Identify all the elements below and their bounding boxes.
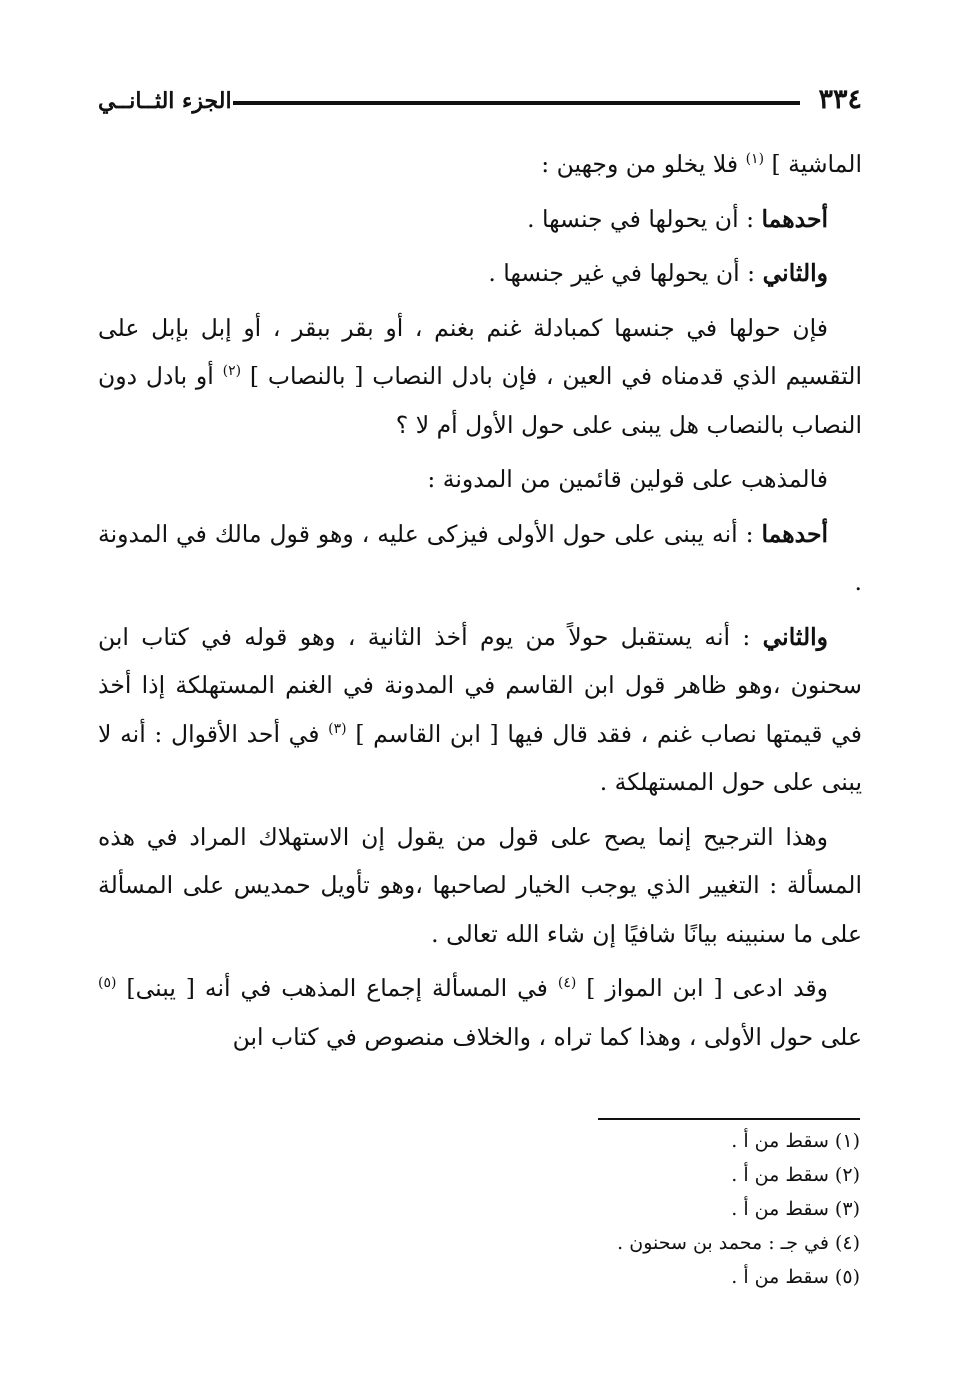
p9-text-end: على حول الأولى ، وهذا كما تراه ، والخلاف منصوص في كتاب ابن <box>232 1022 862 1051</box>
p2-lead: أحدهما <box>761 204 828 233</box>
p1-text-end: فلا يخلو من وجهين : <box>541 150 739 178</box>
paragraph-8: وهذا الترجيح إنما يصح على قول من يقول إن الاستهلاك المراد في هذه المسألة : التغيير الذي يوجب الخيار لصاحبها ،وهو تأويل حمديس على المسألة على ما سنبينه بيانًا شافيًا إن شاء الله تعالى . <box>98 822 862 948</box>
page-number: ٣٣٤ <box>818 84 862 115</box>
p6-lead: أحدهما <box>761 519 828 548</box>
paragraph-6 <box>98 510 862 607</box>
footnote-ref-3: (٣) <box>328 720 347 737</box>
footnote-2: (٢) سقط من أ . <box>731 1164 860 1186</box>
paragraph-1 <box>98 140 862 189</box>
footnote-ref-5: (٥) <box>98 975 117 992</box>
footnote-ref-2: (٢) <box>222 363 242 380</box>
footnote-rule <box>598 1118 860 1120</box>
footnote-4: (٤) في جـ : محمد بن سحنون . <box>617 1232 860 1254</box>
footnote-5: (٥) سقط من أ . <box>731 1266 860 1288</box>
paragraph-4 <box>98 304 862 450</box>
p2-text: : أن يحولها في جنسها . <box>527 204 762 233</box>
part-title: الجزء الثــانــي <box>98 88 232 114</box>
footnotes <box>360 1124 860 1294</box>
header-rule <box>233 101 800 105</box>
p3-lead: والثاني <box>762 259 828 287</box>
footnote-3: (٣) سقط من أ . <box>731 1198 860 1220</box>
footnote-ref-4: (٤) <box>557 975 577 992</box>
paragraph-9 <box>98 964 862 1061</box>
paragraph-2 <box>98 195 862 244</box>
p7-lead: والثاني <box>762 622 828 651</box>
footnote-1: (١) سقط من أ . <box>731 1130 860 1152</box>
paragraph-7 <box>98 613 862 807</box>
p4-text-end: أو بادل دون النصاب بالنصاب هل يبنى على حول الأول أم لا ؟ <box>98 362 862 439</box>
p1-text-start: الماشية ] <box>771 150 862 178</box>
p9-text-middle: في المسألة إجماع المذهب في أنه [ يبنى] <box>126 974 548 1002</box>
p7-text-start: : أنه يستقبل حولاً من يوم أخذ الثانية ، وهو قوله في كتاب ابن سحنون ،وهو ظاهر قول ابن القاسم في المدونة في الغنم المستهلكة إذا أخذ في قيمتها نصاب غنم ، فقد قال فيها [ ابن القاسم ] <box>98 622 862 748</box>
p9-text-start: وقد ادعى [ ابن المواز ] <box>586 974 828 1002</box>
footnote-ref-1: (١) <box>745 151 765 168</box>
p7-text-end: في أحد الأقوال : أنه لا يبنى على حول المستهلكة . <box>98 719 862 796</box>
body-text <box>98 140 862 1067</box>
p3-text: : أن يحولها في غير جنسها . <box>488 259 763 287</box>
running-header <box>98 82 862 122</box>
paragraph-5: فالمذهب على قولين قائمين من المدونة : <box>427 465 828 493</box>
p4-text-start: فإن حولها في جنسها كمبادلة غنم بغنم ، أو بقر ببقر ، أو إبل بإبل على التقسيم الذي قدمناه في العين ، فإن بادل النصاب [ بالنصاب ] <box>98 313 862 390</box>
p6-text: : أنه يبنى على حول الأولى فيزكى عليه ، وهو قول مالك في المدونة . <box>98 519 862 596</box>
paragraph-3 <box>98 249 862 298</box>
